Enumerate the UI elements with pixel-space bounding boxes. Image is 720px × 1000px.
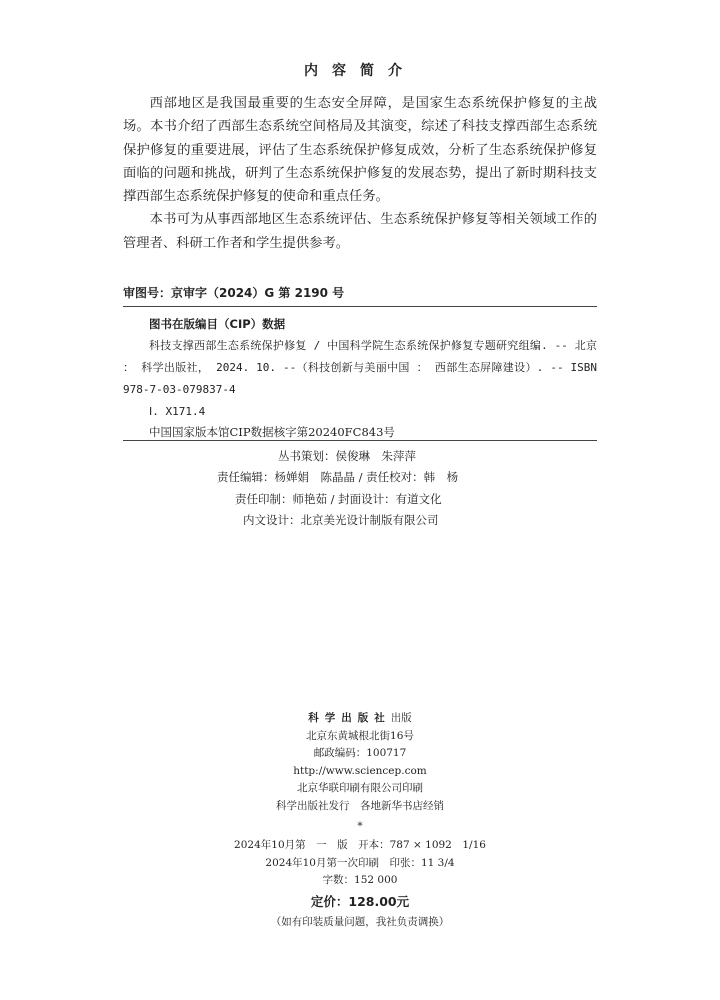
summary-text [123,92,597,255]
cip-data-number: 中国国家版本馆CIP数据核字第20240FC843号 [149,425,395,439]
staff-planning: 丛书策划：侯俊琳 朱萍萍 [278,449,416,463]
cip-block [123,314,597,443]
divider [123,306,597,307]
summary-title: 内容简介 [304,63,416,79]
staff-printing-design: 责任印制：师艳茹 / 封面设计：有道文化 [235,491,442,506]
edition-line: 2024年10月第 一 版 开本：787 × 1092 1/16 [234,839,486,851]
publisher-postcode: 邮政编码：100717 [313,747,407,759]
separator-asterisk: * [357,820,363,832]
printing-line: 2024年10月第一次印刷 印张：11 3/4 [265,856,455,869]
summary-paragraph: 本书可为从事西部地区生态系统评估、生态系统保护修复等相关领域工作的管理者、科研工作者和学生提供参考。 [123,212,597,251]
printer: 北京华联印刷有限公司印刷 [297,782,423,794]
quality-note: （如有印装质量问题，我社负责调换） [270,915,450,928]
cip-heading: 图书在版编目（CIP）数据 [149,317,286,331]
divider [123,440,597,441]
staff-credits [0,446,720,531]
cip-body: 科技支撑西部生态系统保护修复 / 中国科学院生态系统保护修复专题研究组编. -- 北京 ： 科学出版社， 2024. 10. --（科技创新与美丽中国 ： 西部生态屏障建设）. -- ISBN 978-7-03-079837-4 [123,339,597,396]
publisher-website: http://www.sciencep.com [293,764,427,777]
publisher-name-line [0,710,720,728]
word-count: 字数：152 000 [322,874,398,886]
publisher-name: 科学出版社 [308,712,391,724]
cip-classification: Ⅰ. X171.4 [149,405,206,418]
publisher-address: 北京东黄城根北街16号 [306,729,414,742]
price: 定价：128.00元 [310,893,410,909]
map-review-number: 审图号：京审字（2024）G 第 2190 号 [123,286,345,300]
distribution: 科学出版社发行 各地新华书店经销 [276,799,444,812]
staff-interior-design: 内文设计：北京美光设计制版有限公司 [243,512,439,527]
publisher-suffix: 出版 [390,712,412,724]
staff-editors: 责任编辑：杨婵娟 陈晶晶 / 责任校对：韩 杨 [217,470,459,485]
publisher-block [0,710,720,931]
summary-paragraph: 西部地区是我国最重要的生态安全屏障，是国家生态系统保护修复的主战场。本书介绍了西部生态系统空间格局及其演变，综述了科技支撑西部生态系统保护修复的重要进展，评估了生态系统保护修复成效，分析了生态系统保护修复面临的问题和挑战，研判了生态系统保护修复的发展态势，提出了新时期科技支撑西部生态系统保护修复的使命和重点任务。 [123,96,597,205]
